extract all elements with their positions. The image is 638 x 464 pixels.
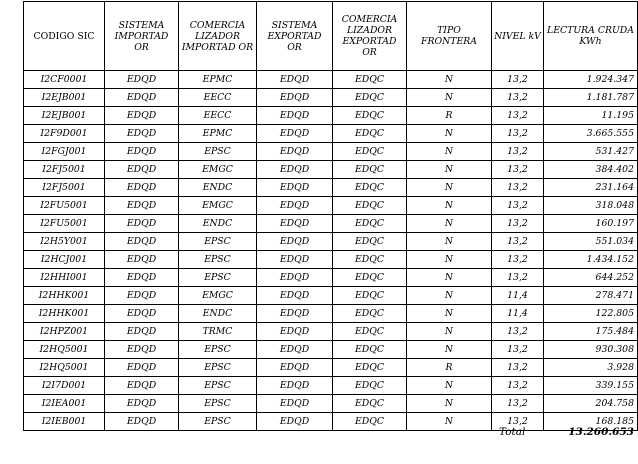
cell-sistema-exportador: EDQD <box>257 71 333 89</box>
cell-codigo-sic: I2HCJ001 <box>24 251 105 269</box>
cell-comercializador-exportador: EDQC <box>333 395 407 413</box>
table-row <box>24 215 638 233</box>
cell-sistema-exportador: EDQD <box>257 125 333 143</box>
cell-lectura-cruda: 339.155 <box>544 377 638 395</box>
cell-lectura-cruda: 175.484 <box>544 323 638 341</box>
cell-nivel-kv: 13,2 <box>492 341 544 359</box>
header-sistema-importador: SISTEMA IMPORTAD OR <box>105 2 179 71</box>
cell-sistema-importador: EDQD <box>105 89 179 107</box>
cell-comercializador-exportador: EDQC <box>333 179 407 197</box>
cell-codigo-sic: I2FU5001 <box>24 197 105 215</box>
cell-comercializador-exportador: EDQC <box>333 161 407 179</box>
cell-nivel-kv: 13,2 <box>492 395 544 413</box>
cell-tipo-frontera: N <box>407 197 492 215</box>
table-row <box>24 161 638 179</box>
cell-comercializador-exportador: EDQC <box>333 251 407 269</box>
cell-codigo-sic: I2HPZ001 <box>24 323 105 341</box>
cell-sistema-importador: EDQD <box>105 107 179 125</box>
table-row <box>24 89 638 107</box>
cell-lectura-cruda: 11.195 <box>544 107 638 125</box>
table-row <box>24 341 638 359</box>
header-comercializador-exportador: COMERCIA LIZADOR EXPORTAD OR <box>333 2 407 71</box>
cell-comercializador-importador: EMGC <box>179 287 257 305</box>
cell-codigo-sic: I2HHK001 <box>24 287 105 305</box>
cell-codigo-sic: I2HHK001 <box>24 305 105 323</box>
cell-sistema-exportador: EDQD <box>257 413 333 431</box>
table-header-row <box>24 2 638 71</box>
cell-sistema-importador: EDQD <box>105 197 179 215</box>
cell-lectura-cruda: 3.928 <box>544 359 638 377</box>
cell-sistema-importador: EDQD <box>105 233 179 251</box>
cell-comercializador-exportador: EDQC <box>333 143 407 161</box>
cell-comercializador-exportador: EDQC <box>333 89 407 107</box>
cell-tipo-frontera: N <box>407 125 492 143</box>
cell-tipo-frontera: N <box>407 215 492 233</box>
cell-lectura-cruda: 204.758 <box>544 395 638 413</box>
cell-lectura-cruda: 1.924.347 <box>544 71 638 89</box>
table-row <box>24 413 638 431</box>
header-sistema-exportador: SISTEMA EXPORTAD OR <box>257 2 333 71</box>
cell-lectura-cruda: 318.048 <box>544 197 638 215</box>
cell-comercializador-exportador: EDQC <box>333 107 407 125</box>
cell-codigo-sic: I2HQ5001 <box>24 359 105 377</box>
cell-tipo-frontera: N <box>407 269 492 287</box>
cell-tipo-frontera: N <box>407 233 492 251</box>
cell-sistema-exportador: EDQD <box>257 197 333 215</box>
cell-comercializador-importador: EPSC <box>179 251 257 269</box>
cell-sistema-importador: EDQD <box>105 323 179 341</box>
cell-sistema-importador: EDQD <box>105 395 179 413</box>
cell-comercializador-importador: EMGC <box>179 197 257 215</box>
cell-codigo-sic: I2HQ5001 <box>24 341 105 359</box>
cell-nivel-kv: 11,4 <box>492 305 544 323</box>
cell-sistema-exportador: EDQD <box>257 143 333 161</box>
cell-nivel-kv: 13,2 <box>492 89 544 107</box>
cell-lectura-cruda: 930.308 <box>544 341 638 359</box>
cell-codigo-sic: I2IEA001 <box>24 395 105 413</box>
cell-tipo-frontera: R <box>407 359 492 377</box>
cell-tipo-frontera: N <box>407 71 492 89</box>
cell-sistema-importador: EDQD <box>105 215 179 233</box>
cell-comercializador-importador: ENDC <box>179 305 257 323</box>
cell-nivel-kv: 13,2 <box>492 269 544 287</box>
cell-comercializador-importador: EPSC <box>179 233 257 251</box>
total-value: 13.260.653 <box>568 426 634 438</box>
cell-comercializador-importador: EPSC <box>179 359 257 377</box>
cell-tipo-frontera: N <box>407 89 492 107</box>
cell-sistema-exportador: EDQD <box>257 215 333 233</box>
cell-codigo-sic: I2EJB001 <box>24 107 105 125</box>
cell-codigo-sic: I2FU5001 <box>24 215 105 233</box>
cell-comercializador-importador: EPMC <box>179 125 257 143</box>
cell-tipo-frontera: N <box>407 251 492 269</box>
cell-sistema-exportador: EDQD <box>257 287 333 305</box>
cell-codigo-sic: I2IEB001 <box>24 413 105 431</box>
cell-sistema-importador: EDQD <box>105 179 179 197</box>
cell-lectura-cruda: 644.252 <box>544 269 638 287</box>
cell-nivel-kv: 13,2 <box>492 413 544 431</box>
cell-comercializador-exportador: EDQC <box>333 323 407 341</box>
cell-sistema-importador: EDQD <box>105 287 179 305</box>
cell-tipo-frontera: N <box>407 161 492 179</box>
cell-codigo-sic: I2CF0001 <box>24 71 105 89</box>
total-label: Total <box>499 426 526 438</box>
cell-nivel-kv: 13,2 <box>492 251 544 269</box>
cell-sistema-importador: EDQD <box>105 71 179 89</box>
table-row <box>24 287 638 305</box>
cell-codigo-sic: I2FJ5001 <box>24 161 105 179</box>
cell-comercializador-importador: EPMC <box>179 71 257 89</box>
cell-comercializador-exportador: EDQC <box>333 413 407 431</box>
table-body <box>24 71 638 431</box>
table-row <box>24 305 638 323</box>
cell-sistema-importador: EDQD <box>105 359 179 377</box>
cell-nivel-kv: 13,2 <box>492 161 544 179</box>
cell-sistema-exportador: EDQD <box>257 107 333 125</box>
cell-comercializador-exportador: EDQC <box>333 233 407 251</box>
cell-codigo-sic: I2FJ5001 <box>24 179 105 197</box>
cell-nivel-kv: 13,2 <box>492 125 544 143</box>
cell-nivel-kv: 13,2 <box>492 377 544 395</box>
cell-comercializador-importador: EPSC <box>179 269 257 287</box>
table-row <box>24 359 638 377</box>
cell-sistema-exportador: EDQD <box>257 251 333 269</box>
cell-tipo-frontera: R <box>407 107 492 125</box>
cell-comercializador-importador: EECC <box>179 107 257 125</box>
cell-lectura-cruda: 231.164 <box>544 179 638 197</box>
cell-lectura-cruda: 168.185 <box>544 413 638 431</box>
frontier-readings-table <box>23 1 638 431</box>
cell-sistema-exportador: EDQD <box>257 341 333 359</box>
table-row <box>24 179 638 197</box>
cell-lectura-cruda: 122.805 <box>544 305 638 323</box>
cell-sistema-exportador: EDQD <box>257 89 333 107</box>
cell-codigo-sic: I2EJB001 <box>24 89 105 107</box>
cell-sistema-exportador: EDQD <box>257 359 333 377</box>
cell-comercializador-importador: ENDC <box>179 215 257 233</box>
cell-tipo-frontera: N <box>407 377 492 395</box>
cell-sistema-exportador: EDQD <box>257 179 333 197</box>
cell-lectura-cruda: 551.034 <box>544 233 638 251</box>
cell-sistema-importador: EDQD <box>105 413 179 431</box>
cell-sistema-exportador: EDQD <box>257 233 333 251</box>
cell-nivel-kv: 11,4 <box>492 287 544 305</box>
cell-sistema-importador: EDQD <box>105 305 179 323</box>
cell-sistema-importador: EDQD <box>105 161 179 179</box>
table-row <box>24 197 638 215</box>
cell-codigo-sic: I2H5Y001 <box>24 233 105 251</box>
cell-comercializador-importador: EPSC <box>179 413 257 431</box>
table-row <box>24 125 638 143</box>
cell-comercializador-importador: EPSC <box>179 143 257 161</box>
cell-nivel-kv: 13,2 <box>492 233 544 251</box>
cell-tipo-frontera: N <box>407 143 492 161</box>
cell-sistema-importador: EDQD <box>105 251 179 269</box>
cell-tipo-frontera: N <box>407 413 492 431</box>
table-row <box>24 107 638 125</box>
cell-lectura-cruda: 3.665.555 <box>544 125 638 143</box>
table-row <box>24 233 638 251</box>
cell-comercializador-exportador: EDQC <box>333 71 407 89</box>
cell-codigo-sic: I2HHI001 <box>24 269 105 287</box>
cell-comercializador-importador: EPSC <box>179 341 257 359</box>
cell-lectura-cruda: 384.402 <box>544 161 638 179</box>
table-row <box>24 251 638 269</box>
cell-tipo-frontera: N <box>407 305 492 323</box>
cell-nivel-kv: 13,2 <box>492 197 544 215</box>
header-codigo-sic: CODIGO SIC <box>24 2 105 71</box>
cell-lectura-cruda: 278.471 <box>544 287 638 305</box>
cell-tipo-frontera: N <box>407 287 492 305</box>
cell-nivel-kv: 13,2 <box>492 215 544 233</box>
cell-comercializador-importador: EPSC <box>179 377 257 395</box>
cell-sistema-exportador: EDQD <box>257 377 333 395</box>
table-row <box>24 377 638 395</box>
header-comercializador-importador: COMERCIA LIZADOR IMPORTAD OR <box>179 2 257 71</box>
cell-tipo-frontera: N <box>407 179 492 197</box>
cell-lectura-cruda: 1.434.152 <box>544 251 638 269</box>
cell-comercializador-exportador: EDQC <box>333 287 407 305</box>
cell-tipo-frontera: N <box>407 395 492 413</box>
cell-tipo-frontera: N <box>407 341 492 359</box>
cell-comercializador-importador: EECC <box>179 89 257 107</box>
header-lectura-cruda: LECTURA CRUDA KWh <box>544 2 638 71</box>
table-row <box>24 269 638 287</box>
cell-sistema-importador: EDQD <box>105 143 179 161</box>
cell-sistema-exportador: EDQD <box>257 395 333 413</box>
cell-comercializador-exportador: EDQC <box>333 305 407 323</box>
cell-nivel-kv: 13,2 <box>492 107 544 125</box>
cell-sistema-exportador: EDQD <box>257 305 333 323</box>
cell-codigo-sic: I2I7D001 <box>24 377 105 395</box>
cell-sistema-importador: EDQD <box>105 341 179 359</box>
cell-sistema-importador: EDQD <box>105 269 179 287</box>
cell-comercializador-exportador: EDQC <box>333 341 407 359</box>
cell-comercializador-importador: TRMC <box>179 323 257 341</box>
table-row <box>24 323 638 341</box>
cell-codigo-sic: I2FGJ001 <box>24 143 105 161</box>
cell-nivel-kv: 13,2 <box>492 143 544 161</box>
table-row <box>24 395 638 413</box>
cell-sistema-importador: EDQD <box>105 377 179 395</box>
cell-comercializador-importador: ENDC <box>179 179 257 197</box>
header-tipo-frontera: TIPO FRONTERA <box>407 2 492 71</box>
cell-comercializador-exportador: EDQC <box>333 125 407 143</box>
cell-nivel-kv: 13,2 <box>492 71 544 89</box>
table-row <box>24 71 638 89</box>
cell-sistema-exportador: EDQD <box>257 269 333 287</box>
cell-nivel-kv: 13,2 <box>492 179 544 197</box>
cell-comercializador-exportador: EDQC <box>333 197 407 215</box>
header-nivel-kv: NIVEL kV <box>492 2 544 71</box>
cell-sistema-exportador: EDQD <box>257 161 333 179</box>
cell-tipo-frontera: N <box>407 323 492 341</box>
cell-sistema-importador: EDQD <box>105 125 179 143</box>
cell-comercializador-exportador: EDQC <box>333 359 407 377</box>
cell-comercializador-importador: EPSC <box>179 395 257 413</box>
table-row <box>24 143 638 161</box>
cell-comercializador-exportador: EDQC <box>333 269 407 287</box>
cell-lectura-cruda: 531.427 <box>544 143 638 161</box>
cell-comercializador-exportador: EDQC <box>333 377 407 395</box>
cell-comercializador-importador: EMGC <box>179 161 257 179</box>
cell-codigo-sic: I2F9D001 <box>24 125 105 143</box>
cell-lectura-cruda: 160.197 <box>544 215 638 233</box>
cell-comercializador-exportador: EDQC <box>333 215 407 233</box>
cell-lectura-cruda: 1.181.787 <box>544 89 638 107</box>
cell-sistema-exportador: EDQD <box>257 323 333 341</box>
cell-nivel-kv: 13,2 <box>492 359 544 377</box>
cell-nivel-kv: 13,2 <box>492 323 544 341</box>
